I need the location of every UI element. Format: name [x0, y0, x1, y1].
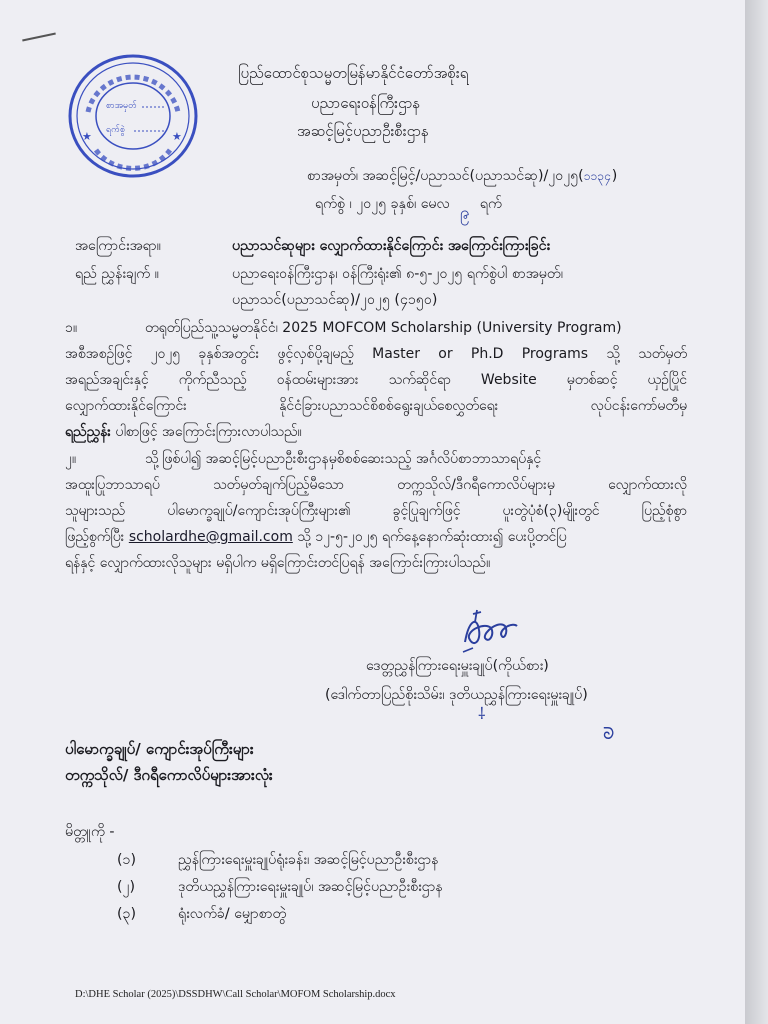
header-department: အဆင့်မြင့်ပညာဦးစီးဌာန [297, 122, 429, 140]
handwritten-tick: ⸸ [478, 704, 486, 723]
file-path-footer: D:\DHE Scholar (2025)\DSSDHW\Call Scholar\MOFOM Scholarship.docx [75, 989, 396, 1000]
svg-text:★: ★ [172, 130, 182, 143]
reference-line-2: ပညာသင်(ပညာသင်ဆု)/၂၀၂၅ (၄၁၅၀) [232, 292, 438, 308]
header-government: ပြည်ထောင်စုသမ္မတမြန်မာနိုင်ငံတော်အစိုးရ [238, 64, 469, 82]
seal-number-label: စာအမှတ် [106, 101, 137, 111]
office-seal-stamp [66, 52, 200, 180]
handwritten-number: ၁၁၃၄ [583, 169, 611, 183]
paragraph-2-number: ၂။ [65, 451, 77, 467]
subject-text: ပညာသင်ဆုများ လျှောက်ထားနိုင်ကြောင်း အကြောင်းကြားခြင်း [232, 238, 551, 254]
reference-number: စာအမှတ်၊ အဆင့်မြင့်/ပညာသင်(ပညာသင်ဆု)/၂၀၂၅( ၁၁၃၄ ) [307, 168, 618, 184]
svg-text:★: ★ [82, 130, 92, 143]
recipients-line-1: ပါမောက္ခချုပ်/ ကျောင်းအုပ်ကြီးများ [65, 740, 254, 758]
pen-mark [22, 32, 56, 41]
paragraph-1: ၁။ တရုတ်ပြည်သူ့သမ္မတနိုင်ငံ၊ 2025 MOFCOM Scholarship (University Program) အစီအစဉ်ဖြင့် ၂၀၂၅ ခုနှစ်အတွင်း ဖွင့်လှစ်ပို့ချမည့် Master or Ph.D Programs သို့ သတ်မှတ် အရည်အချင်းနှင့် ကိုက်ညီသည့် ဝန်ထမ်းများအား သက်ဆိုင်ရာ Website မှတစ်ဆင့် ယှဉ်ပြိုင် လျှောက်ထားနိုင်ကြောင်း နိုင်ငံခြားပညာသင်စိစစ်ရွေးချယ်စေလွှတ်ရေး လုပ်ငန်းကော်မတီမှ ရည်ညွှန်း ပါစာဖြင့် အကြောင်းကြားလာပါသည်။ [65, 315, 687, 445]
copy-item-1-text: ညွှန်ကြားရေးမှူးချုပ်ရုံးခန်း၊ အဆင့်မြင့်ပညာဦးစီးဌာန [178, 852, 439, 868]
page-edge-shadow [745, 0, 768, 1024]
subject-label: အကြောင်းအရာ။ [75, 238, 161, 254]
paragraph-1-number: ၁။ [65, 320, 78, 336]
signatory-name: (ဒေါက်တာပြည်စိုးသိမ်း၊ ဒုတိယညွှန်ကြားရေးမှူးချုပ်) [325, 687, 588, 703]
copy-item-2-number: (၂) [117, 879, 136, 895]
handwritten-day: ၉ [459, 203, 470, 223]
handwritten-signature [455, 608, 525, 658]
paragraph-2: ၂။ သို့ဖြစ်ပါ၍ အဆင့်မြင့်ပညာဦးစီးဌာနမှစိစစ်ဆေးသည့် အင်္ဂလိပ်စာဘာသာရပ်နှင့် အထူးပြုဘာသာရပ် သတ်မှတ်ချက်ပြည့်မီသော တက္ကသိုလ်/ဒီဂရီကောလိပ်များမှ လျှောက်ထားလို သူများသည် ပါမောက္ခချုပ်/ကျောင်းအုပ်ကြီးများ၏ ခွင့်ပြုချက်ဖြင့် ပူးတွဲပုံစံ(၃)မျိုးတွင် ပြည့်စုံစွာ ဖြည့်စွက်ပြီး scholardhe@gmail.com သို့ ၁၂-၅-၂၀၂၅ ရက်နေ့နောက်ဆုံးထား၍ ပေးပို့တင်ပြ ရန်နှင့် လျှောက်ထားလိုသူများ မရှိပါက မရှိကြောင်းတင်ပြရန် အကြောင်းကြားပါသည်။ [65, 446, 687, 576]
header-ministry: ပညာရေးဝန်ကြီးဌာန [311, 94, 421, 112]
copy-item-1-number: (၁) [117, 852, 137, 868]
signatory-title: ဒေတ္တညွှန်ကြားရေးမှူးချုပ်(ကိုယ်စား) [366, 658, 549, 674]
reference-date: ရက်စွဲ ၊ ၂၀၂၅ ခုနှစ်၊ မေလ ၉ ရက် [315, 194, 502, 215]
copy-item-3-number: (၃) [117, 906, 137, 922]
reference-label: ရည် ညွှန်းချက် ။ [75, 266, 159, 282]
handwritten-initial: ᘐ [603, 724, 615, 743]
copies-label: မိတ္တူကို - [65, 824, 115, 840]
recipients-line-2: တက္ကသိုလ်/ ဒီဂရီကောလိပ်များအားလုံး [65, 766, 273, 784]
copy-item-2-text: ဒုတိယညွှန်ကြားရေးမှူးချုပ်၊ အဆင့်မြင့်ပညာဦးစီးဌာန [178, 879, 443, 895]
seal-date-label: ရက်စွဲ [106, 125, 126, 135]
reference-line-1: ပညာရေးဝန်ကြီးဌာန၊ ဝန်ကြီးရုံး၏ ၈-၅-၂၀၂၅ ရက်စွဲပါ စာအမှတ်၊ [232, 266, 563, 282]
email-link[interactable]: scholardhe@gmail.com [128, 529, 293, 545]
copy-item-3-text: ရုံးလက်ခံ/ မျှောစာတွဲ [178, 906, 287, 922]
